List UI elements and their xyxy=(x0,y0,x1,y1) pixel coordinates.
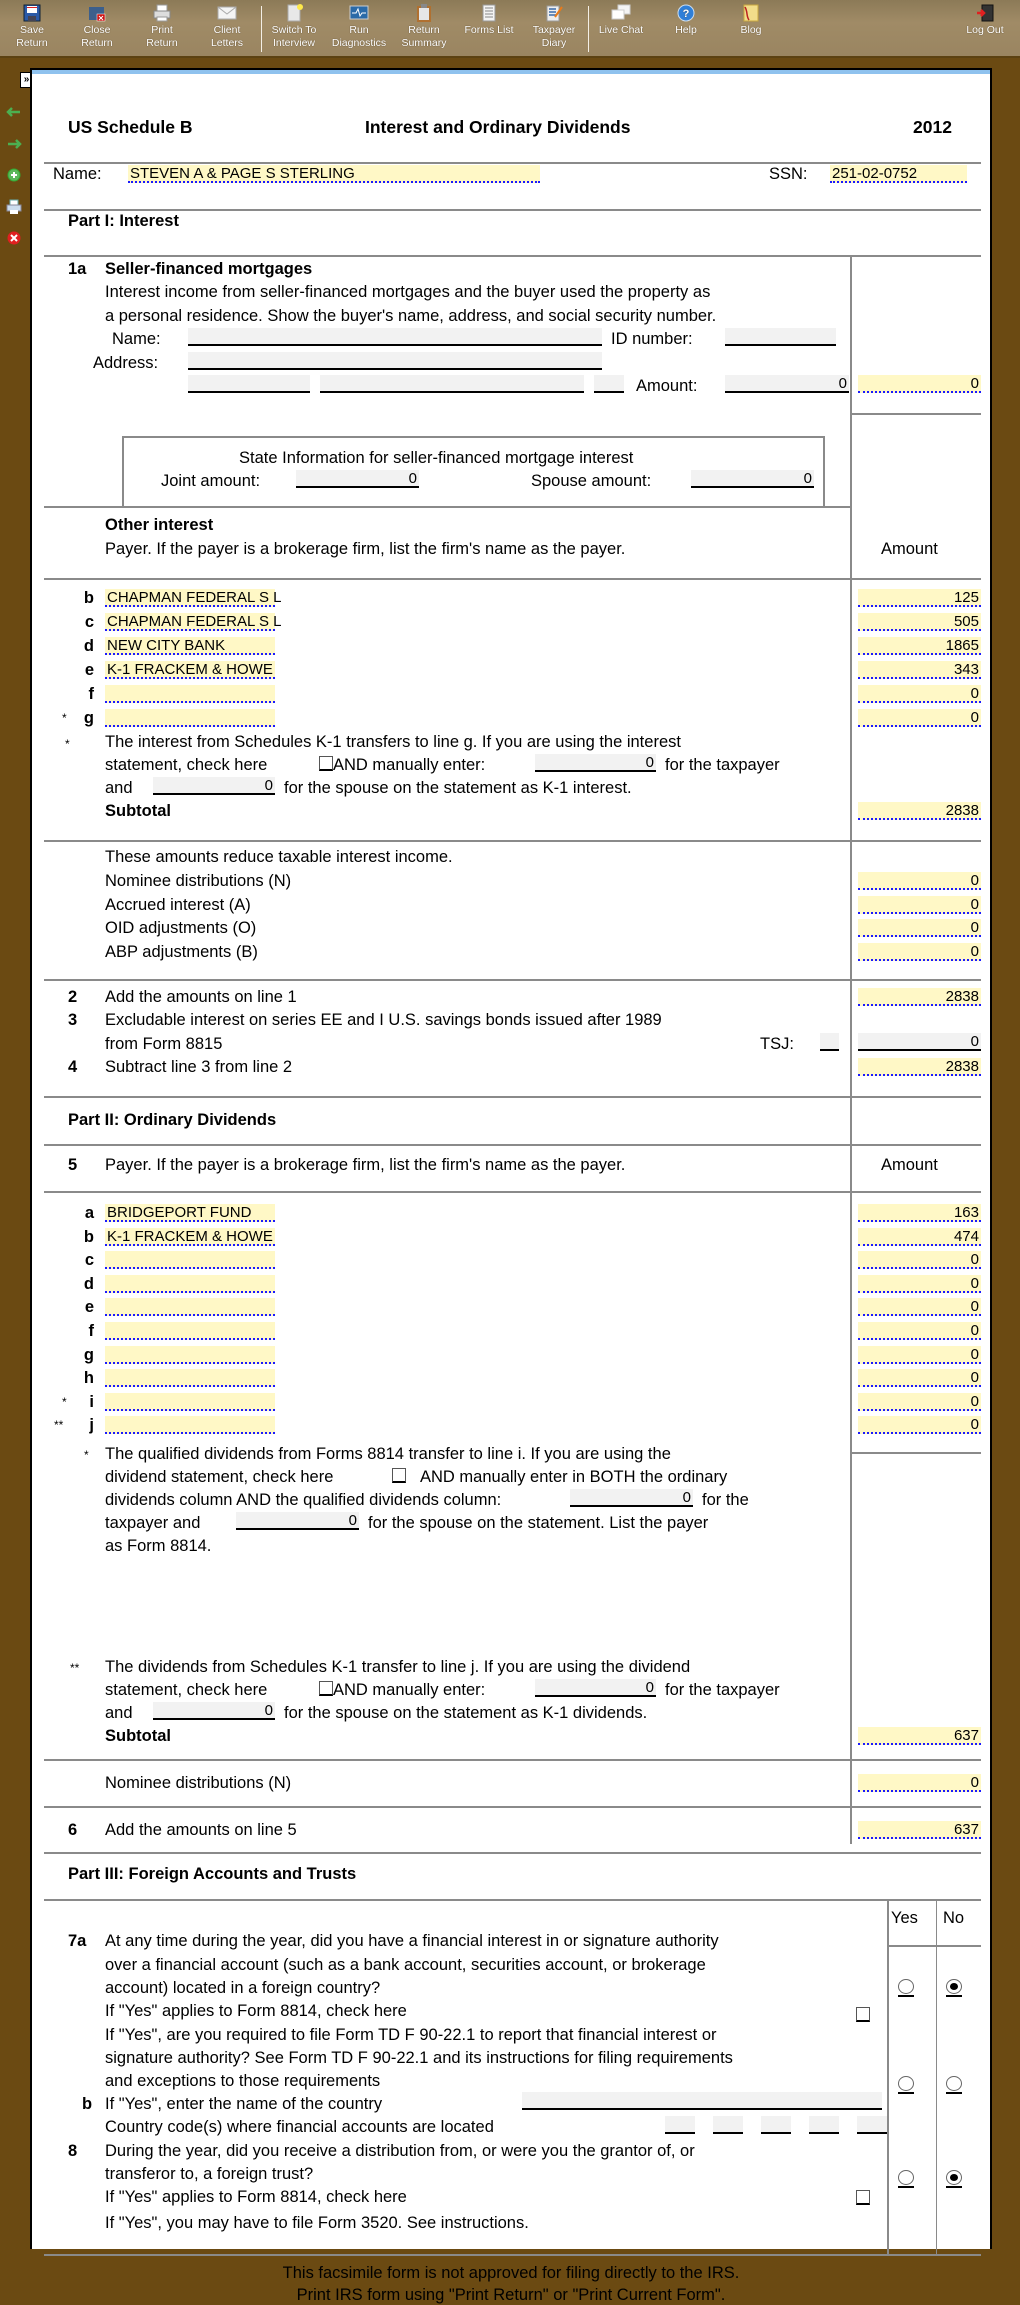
k1-dividends-spouse-field[interactable]: 0 xyxy=(153,1702,275,1720)
part3-heading: Part III: Foreign Accounts and Trusts xyxy=(68,1865,357,1883)
ssn-field[interactable]: 251-02-0752 xyxy=(830,165,967,183)
payer-name-field[interactable] xyxy=(105,1346,275,1364)
country-code-field-3[interactable] xyxy=(761,2116,791,2134)
k1-dividends-note: for the taxpayer xyxy=(665,1681,780,1699)
line-letter: e xyxy=(84,661,94,679)
k1-dividends-footnote-star: ** xyxy=(70,1661,80,1675)
line-letter: b xyxy=(83,589,94,607)
line8-text: During the year, did you receive a distribution from, or were you the grantor of, or xyxy=(105,2142,695,2160)
divider xyxy=(44,1191,981,1193)
line8-yes-radio[interactable] xyxy=(898,2170,914,2188)
qualified-dividends-note: dividend statement, check here xyxy=(105,1468,334,1486)
line-letter: g xyxy=(83,1345,94,1364)
qualified-dividends-note: as Form 8814. xyxy=(105,1537,212,1555)
envelope-icon xyxy=(217,4,237,22)
qualified-taxpayer-field[interactable]: 0 xyxy=(570,1489,693,1507)
line7a-td-text: signature authority? See Form TD F 90-22.1 and its instructions for filing requirements xyxy=(105,2049,733,2067)
switch-to-interview-button[interactable]: Switch To Interview xyxy=(264,4,324,50)
country-codes-label: Country code(s) where financial accounts are located xyxy=(105,2118,494,2136)
name-label: Name: xyxy=(53,165,102,183)
divider xyxy=(44,1852,981,1854)
clipboard-icon xyxy=(414,4,434,22)
chat-bubbles-icon xyxy=(611,4,631,22)
interview-icon xyxy=(284,4,304,22)
country-code-field-5[interactable] xyxy=(857,2116,887,2134)
line-letter: e xyxy=(84,1298,94,1317)
reduction-label: Accrued interest (A) xyxy=(105,895,251,914)
payer-amount-field[interactable]: 0 xyxy=(858,1275,981,1293)
payer-amount-field[interactable]: 0 xyxy=(858,1322,981,1340)
spouse-amount-field[interactable]: 0 xyxy=(691,470,814,488)
line2-text: Add the amounts on line 1 xyxy=(105,988,297,1006)
floppy-disk-icon xyxy=(22,4,42,22)
line-letter: c xyxy=(84,613,94,631)
qualified-footnote-star: * xyxy=(84,1448,89,1462)
line7b-text: If "Yes", enter the name of the country xyxy=(105,2095,383,2113)
reduction-label: ABP adjustments (B) xyxy=(105,942,258,961)
amount-label: Amount: xyxy=(636,377,698,395)
k1-dividends-note: for the spouse on the statement as K-1 dividends. xyxy=(284,1704,648,1722)
back-arrow-icon[interactable] xyxy=(6,105,22,119)
line2-field[interactable]: 2838 xyxy=(858,988,981,1006)
line6-number: 6 xyxy=(68,1821,78,1839)
reductions-title: These amounts reduce taxable interest income. xyxy=(105,848,453,866)
amount-column-header: Amount xyxy=(881,1156,938,1174)
run-diagnostics-button[interactable]: Run Diagnostics xyxy=(329,4,389,50)
toolbar-separator xyxy=(261,6,262,52)
form-name: US Schedule B xyxy=(68,117,193,137)
payer-name-field[interactable] xyxy=(105,1322,275,1340)
state-info-title: State Information for seller-financed mortgage interest xyxy=(239,449,634,467)
joint-amount-label: Joint amount: xyxy=(161,472,261,490)
line8-no-radio[interactable] xyxy=(946,2170,962,2188)
dividend-nominee-field[interactable]: 0 xyxy=(858,1774,981,1792)
line1a-description: Interest income from seller-financed mortgages and the buyer used the property as xyxy=(105,283,711,301)
expand-panel-button[interactable]: » xyxy=(20,72,32,88)
divider xyxy=(850,413,981,415)
payer-amount-field[interactable]: 125 xyxy=(858,589,981,607)
country-code-field-2[interactable] xyxy=(713,2116,743,2134)
line7a-yes-radio[interactable] xyxy=(898,1979,914,1997)
list-icon xyxy=(479,4,499,22)
part2-heading: Part II: Ordinary Dividends xyxy=(68,1111,277,1129)
line8-text: transferor to, a foreign trust? xyxy=(105,2165,314,2183)
divider xyxy=(44,1759,981,1761)
line7a-number: 7a xyxy=(68,1932,87,1950)
reduction-amount-field[interactable]: 0 xyxy=(858,919,981,937)
add-icon[interactable] xyxy=(6,168,22,182)
qualified-dividends-note: for the spouse on the statement. List the payer xyxy=(368,1514,709,1532)
k1-dividends-statement-checkbox[interactable] xyxy=(319,1681,333,1696)
payer-amount-field[interactable]: 474 xyxy=(858,1228,981,1246)
payer-name-field[interactable] xyxy=(105,1275,275,1293)
line-letter: a xyxy=(84,1204,94,1222)
qualified-dividends-note: AND manually enter in BOTH the ordinary xyxy=(420,1468,728,1486)
ssn-label: SSN: xyxy=(769,165,808,183)
k1-interest-note: statement, check here xyxy=(105,756,268,774)
line4-number: 4 xyxy=(68,1058,78,1076)
line-letter: j xyxy=(89,1416,94,1435)
left-rail xyxy=(0,60,30,2249)
line-letter: d xyxy=(83,637,94,655)
buyer-city-field[interactable] xyxy=(188,375,310,393)
schedule-b-form xyxy=(30,68,992,2304)
k1-interest-note: The interest from Schedules K-1 transfers to line g. If you are using the interest xyxy=(105,733,681,751)
payer-name-field[interactable] xyxy=(105,709,275,727)
toolbar-separator xyxy=(588,6,589,52)
reduction-label: Nominee distributions (N) xyxy=(105,872,292,890)
line-letter: i xyxy=(89,1392,94,1411)
line7a-td-text: If "Yes", are you required to file Form TD F 90-22.1 to report that financial interest or xyxy=(105,2026,717,2044)
payer-name-field[interactable]: NEW CITY BANK xyxy=(105,637,275,655)
k1-interest-note: for the taxpayer xyxy=(665,756,780,774)
country-code-field-1[interactable] xyxy=(665,2116,695,2134)
reduction-amount-field[interactable]: 0 xyxy=(858,943,981,961)
yes-column-divider xyxy=(887,1945,889,2254)
divider xyxy=(44,979,981,981)
qualified-dividends-note: taxpayer and xyxy=(105,1514,201,1532)
divider xyxy=(44,578,981,580)
payer-name-field[interactable]: K-1 FRACKEM & HOWE xyxy=(105,1228,275,1246)
k1-dividends-note: The dividends from Schedules K-1 transfer to line j. If you are using the dividend xyxy=(105,1658,691,1676)
line8-8814-text: If "Yes" applies to Form 8814, check here xyxy=(105,2188,407,2206)
footnote-star: ** xyxy=(54,1418,64,1433)
divider xyxy=(44,1899,981,1901)
amount-column-header: Amount xyxy=(881,540,938,558)
close-return-button[interactable]: Close Return xyxy=(67,4,127,50)
print-icon[interactable] xyxy=(6,200,22,214)
taxpayer-name-field[interactable]: STEVEN A & PAGE S STERLING xyxy=(128,165,540,183)
payer-name-field[interactable] xyxy=(105,1416,275,1434)
k1-interest-spouse-field[interactable]: 0 xyxy=(153,777,275,795)
qualified-dividends-note: dividends column AND the qualified dividends column: xyxy=(105,1491,502,1509)
country-code-field-4[interactable] xyxy=(809,2116,839,2134)
payer-amount-field[interactable]: 163 xyxy=(858,1204,981,1222)
buyer-name-label: Name: xyxy=(112,330,161,348)
line-letter: h xyxy=(83,1369,94,1388)
line8-3520-text: If "Yes", you may have to file Form 3520. See instructions. xyxy=(105,2214,529,2232)
buyer-address-field[interactable] xyxy=(188,352,602,370)
line7a-8814-checkbox[interactable] xyxy=(856,2007,870,2022)
payer-name-field[interactable]: CHAPMAN FEDERAL S L xyxy=(107,589,282,606)
divider xyxy=(887,1945,981,1947)
yes-column-header: Yes xyxy=(891,1909,918,1927)
divider xyxy=(44,162,981,164)
footnote-star: * xyxy=(62,711,67,725)
payer-amount-field[interactable]: 0 xyxy=(858,1251,981,1269)
line2-number: 2 xyxy=(68,988,78,1006)
form-title: Interest and Ordinary Dividends xyxy=(365,117,631,137)
line7a-text: over a financial account (such as a bank account, securities account, or brokerage xyxy=(105,1956,706,1974)
k1-footnote-star: * xyxy=(65,737,70,751)
k1-dividends-note: statement, check here xyxy=(105,1681,268,1699)
line4-text: Subtract line 3 from line 2 xyxy=(105,1058,293,1076)
line5-description: Payer. If the payer is a brokerage firm, list the firm's name as the payer. xyxy=(105,1156,626,1174)
line-letter: c xyxy=(84,1251,94,1270)
seller-mortgage-amount-field[interactable]: 0 xyxy=(725,375,849,393)
return-summary-button[interactable]: Return Summary xyxy=(394,4,454,50)
divider xyxy=(44,506,852,508)
tsj-field[interactable] xyxy=(820,1033,839,1051)
payer-amount-field[interactable]: 0 xyxy=(858,685,981,703)
line-letter: f xyxy=(88,1322,94,1340)
payer-name-field[interactable] xyxy=(105,1251,275,1269)
payer-name-field[interactable] xyxy=(105,1393,275,1411)
k1-dividends-note: AND manually enter: xyxy=(333,1681,486,1699)
line-letter: g xyxy=(83,709,94,727)
taxpayer-diary-button[interactable]: Taxpayer Diary xyxy=(524,4,584,50)
line3-field[interactable]: 0 xyxy=(858,1033,981,1051)
reduction-amount-field[interactable]: 0 xyxy=(858,896,981,914)
line1a-description: a personal residence. Show the buyer's name, address, and social security number. xyxy=(105,307,717,325)
part1-heading: Part I: Interest xyxy=(68,212,179,230)
line8-8814-checkbox[interactable] xyxy=(856,2190,870,2205)
dividends-subtotal-label: Subtotal xyxy=(105,1727,171,1745)
foreign-country-field[interactable] xyxy=(522,2092,882,2110)
scroll-icon xyxy=(741,4,761,22)
line3-number: 3 xyxy=(68,1011,78,1029)
buyer-address-label: Address: xyxy=(93,354,159,372)
reduction-label: OID adjustments (O) xyxy=(105,919,257,937)
qualified-dividends-statement-checkbox[interactable] xyxy=(392,1468,406,1483)
line3-text: from Form 8815 xyxy=(105,1035,223,1053)
divider xyxy=(44,255,981,257)
qualified-dividends-note: for the xyxy=(702,1491,749,1509)
qualified-spouse-field[interactable]: 0 xyxy=(236,1512,359,1530)
joint-amount-field[interactable]: 0 xyxy=(296,470,419,488)
qualified-dividends-note: The qualified dividends from Forms 8814 transfer to line i. If you are using the xyxy=(105,1445,671,1463)
dividends-subtotal-field[interactable]: 637 xyxy=(858,1727,981,1745)
line6-text: Add the amounts on line 5 xyxy=(105,1821,297,1839)
spouse-amount-label: Spouse amount: xyxy=(531,472,652,490)
divider xyxy=(44,1806,981,1808)
other-interest-title: Other interest xyxy=(105,516,214,534)
line-letter: b xyxy=(83,1227,94,1246)
forward-arrow-icon[interactable] xyxy=(6,137,22,151)
payer-amount-field[interactable]: 505 xyxy=(858,613,981,631)
buyer-id-label: ID number: xyxy=(611,330,693,348)
payer-name-field[interactable]: BRIDGEPORT FUND xyxy=(105,1204,275,1222)
k1-dividends-taxpayer-field[interactable]: 0 xyxy=(535,1679,656,1697)
line1a-total-field[interactable]: 0 xyxy=(858,375,981,393)
line4-field[interactable]: 2838 xyxy=(858,1058,981,1076)
payer-amount-field[interactable]: 0 xyxy=(858,1393,981,1411)
payer-amount-field[interactable]: 343 xyxy=(858,661,981,679)
tax-year: 2012 xyxy=(913,117,952,137)
svg-text:?: ? xyxy=(682,8,690,20)
k1-interest-note: AND manually enter: xyxy=(333,756,486,774)
facsimile-notice: This facsimile form is not approved for filing directly to the IRS. xyxy=(282,2264,740,2282)
line-letter: d xyxy=(83,1274,94,1293)
k1-interest-statement-checkbox[interactable] xyxy=(319,756,333,771)
k1-interest-taxpayer-field[interactable]: 0 xyxy=(535,754,656,772)
line8-number: 8 xyxy=(68,2142,78,2160)
line7a-td-yes-radio[interactable] xyxy=(898,2076,914,2094)
line7a-td-text: and exceptions to those requirements xyxy=(105,2072,381,2090)
line7a-text: account) located in a foreign country? xyxy=(105,1979,381,1997)
print-notice: Print IRS form using "Print Return" or "Print Current Form". xyxy=(296,2286,726,2304)
folder-close-icon xyxy=(87,4,107,22)
interest-subtotal-field[interactable]: 2838 xyxy=(858,802,981,820)
line6-field[interactable]: 637 xyxy=(858,1821,981,1839)
k1-interest-note: for the spouse on the statement as K-1 interest. xyxy=(284,779,632,797)
payer-name-field[interactable] xyxy=(105,1369,275,1387)
reduction-amount-field[interactable]: 0 xyxy=(858,872,981,890)
help-button[interactable]: ? Help xyxy=(656,4,716,37)
delete-icon[interactable] xyxy=(6,231,22,245)
footnote-star: * xyxy=(62,1394,67,1409)
k1-interest-note: and xyxy=(105,779,133,797)
main-toolbar xyxy=(0,0,1020,58)
help-icon xyxy=(676,4,696,22)
payer-amount-field[interactable]: 0 xyxy=(858,709,981,727)
amount-column-divider xyxy=(850,1144,852,1844)
amount-column-divider xyxy=(850,255,852,1166)
payer-amount-field[interactable]: 0 xyxy=(858,1369,981,1387)
line7a-td-no-radio[interactable] xyxy=(946,2076,962,2094)
payer-amount-field[interactable]: 0 xyxy=(858,1416,981,1434)
no-column-header: No xyxy=(943,1909,965,1927)
payer-name-field[interactable]: CHAPMAN FEDERAL S L xyxy=(107,613,282,630)
payer-name-field[interactable]: K-1 FRACKEM & HOWE xyxy=(105,661,275,679)
divider xyxy=(44,2254,981,2256)
logout-door-icon xyxy=(975,4,995,22)
dividend-nominee-label: Nominee distributions (N) xyxy=(105,1774,292,1792)
line1a-number: 1a xyxy=(68,260,87,278)
line-letter: f xyxy=(88,685,94,703)
line7a-text: At any time during the year, did you have a financial interest in or signature authority xyxy=(105,1932,719,1950)
buyer-zip-field[interactable] xyxy=(594,375,624,393)
printer-icon xyxy=(152,4,172,22)
payer-name-field[interactable] xyxy=(105,685,275,703)
k1-dividends-note: and xyxy=(105,1704,133,1722)
payer-amount-field[interactable]: 0 xyxy=(858,1346,981,1364)
live-chat-button[interactable]: Live Chat xyxy=(591,4,651,37)
payer-amount-field[interactable]: 0 xyxy=(858,1298,981,1316)
line1a-title: Seller-financed mortgages xyxy=(105,260,313,278)
print-return-button[interactable]: Print Return xyxy=(132,4,192,50)
payer-amount-field[interactable]: 1865 xyxy=(858,637,981,655)
forms-list-button[interactable]: Forms List xyxy=(459,4,519,37)
buyer-name-field[interactable] xyxy=(188,328,602,346)
interest-subtotal-label: Subtotal xyxy=(105,802,171,820)
blog-button[interactable]: Blog xyxy=(721,4,781,37)
line3-text: Excludable interest on series EE and I U.S. savings bonds issued after 1989 xyxy=(105,1011,662,1029)
save-return-button[interactable]: Save Return xyxy=(2,4,62,50)
payer-name-field[interactable] xyxy=(105,1298,275,1316)
page-top-accent xyxy=(32,70,990,74)
line7b-number: b xyxy=(82,2095,93,2113)
divider xyxy=(44,209,981,211)
client-letters-button[interactable]: Client Letters xyxy=(197,4,257,50)
divider xyxy=(44,1096,981,1098)
log-out-button[interactable]: Log Out xyxy=(955,4,1015,37)
diary-icon xyxy=(544,4,564,22)
tsj-label: TSJ: xyxy=(760,1035,794,1053)
divider xyxy=(44,840,981,842)
buyer-state-field[interactable] xyxy=(320,375,584,393)
no-column-divider xyxy=(936,1945,937,2254)
divider xyxy=(850,1452,981,1454)
line7a-8814-text: If "Yes" applies to Form 8814, check here xyxy=(105,2002,407,2020)
line5-number: 5 xyxy=(68,1156,78,1174)
line7a-no-radio[interactable] xyxy=(946,1979,962,1997)
other-interest-description: Payer. If the payer is a brokerage firm, list the firm's name as the payer. xyxy=(105,540,626,558)
monitor-icon xyxy=(349,4,369,22)
divider xyxy=(44,1144,981,1146)
buyer-id-field[interactable] xyxy=(725,328,836,346)
